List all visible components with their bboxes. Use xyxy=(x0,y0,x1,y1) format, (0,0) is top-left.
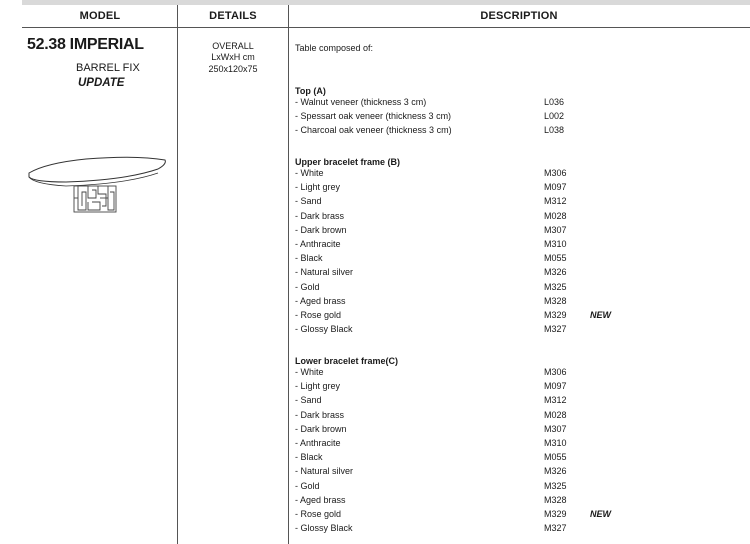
model-subtitle: BARREL FIX xyxy=(76,62,140,74)
option-code: M306 xyxy=(544,367,567,377)
option-code: M325 xyxy=(544,281,567,292)
option-name: - Natural silver xyxy=(295,267,354,278)
option-name: - Rose gold xyxy=(295,310,342,320)
option-code: M097 xyxy=(544,182,567,193)
table-header xyxy=(22,5,750,28)
option-name: - Dark brass xyxy=(295,210,345,221)
new-badge: NEW xyxy=(590,310,611,320)
option-name: - Dark brass xyxy=(295,409,345,420)
column-divider-1 xyxy=(177,5,178,544)
option-name: - Light grey xyxy=(295,182,341,193)
option-code: M310 xyxy=(544,239,567,249)
option-code: L002 xyxy=(544,111,565,122)
option-name: - Rose gold xyxy=(295,509,342,519)
option-name: - Black xyxy=(295,253,323,264)
option-code: L038 xyxy=(544,125,565,136)
option-name: - Spessart oak veneer (thickness 3 cm) xyxy=(295,111,452,122)
option-name: - Gold xyxy=(295,480,320,491)
option-name: - Natural silver xyxy=(295,466,354,477)
option-name: - Dark brown xyxy=(295,224,347,235)
option-name: - Charcoal oak veneer (thickness 3 cm) xyxy=(295,125,452,136)
option-code: M327 xyxy=(544,523,567,534)
option-name: - Black xyxy=(295,452,323,463)
option-code: M028 xyxy=(544,409,567,420)
option-name: - White xyxy=(295,367,324,377)
details-units: LxWxH cm xyxy=(211,52,255,62)
option-name: - Gold xyxy=(295,281,320,292)
option-name: - Anthracite xyxy=(295,239,341,249)
column-divider-2 xyxy=(288,5,289,544)
option-code: M326 xyxy=(544,466,567,477)
option-code: M329 xyxy=(544,509,567,519)
option-code: M329 xyxy=(544,310,567,320)
header-model: MODEL xyxy=(79,10,121,22)
table-illustration xyxy=(26,152,168,214)
description-intro: Table composed of: xyxy=(295,43,374,53)
option-code: M028 xyxy=(544,210,567,221)
option-code: M055 xyxy=(544,253,567,264)
option-code: L036 xyxy=(544,97,565,107)
option-code: M306 xyxy=(544,168,567,178)
option-code: M310 xyxy=(544,438,567,448)
section-title: Lower bracelet frame(C) xyxy=(295,356,399,366)
option-name: - Aged brass xyxy=(295,494,346,505)
option-name: - Glossy Black xyxy=(295,324,353,335)
details-overall: OVERALL xyxy=(212,41,254,51)
option-code: M307 xyxy=(544,423,567,434)
option-name: - Sand xyxy=(295,395,322,406)
section-title: Upper bracelet frame (B) xyxy=(295,157,401,167)
option-code: M327 xyxy=(544,324,567,335)
option-code: M307 xyxy=(544,224,567,235)
model-status: UPDATE xyxy=(78,77,125,89)
option-name: - White xyxy=(295,168,324,178)
option-name: - Sand xyxy=(295,196,322,207)
option-name: - Light grey xyxy=(295,381,341,392)
option-name: - Glossy Black xyxy=(295,523,353,534)
option-code: M055 xyxy=(544,452,567,463)
header-description: DESCRIPTION xyxy=(480,10,558,22)
option-code: M328 xyxy=(544,494,567,505)
option-code: M312 xyxy=(544,196,567,207)
option-code: M097 xyxy=(544,381,567,392)
new-badge: NEW xyxy=(590,509,611,519)
details-dimensions: 250x120x75 xyxy=(208,64,258,74)
option-code: M328 xyxy=(544,295,567,306)
option-name: - Dark brown xyxy=(295,423,347,434)
option-code: M312 xyxy=(544,395,567,406)
option-name: - Anthracite xyxy=(295,438,341,448)
option-code: M326 xyxy=(544,267,567,278)
option-name: - Walnut veneer (thickness 3 cm) xyxy=(295,97,427,107)
header-details: DETAILS xyxy=(209,10,257,22)
model-number: 52.38 IMPERIAL xyxy=(27,36,144,53)
option-code: M325 xyxy=(544,480,567,491)
option-name: - Aged brass xyxy=(295,295,346,306)
section-title: Top (A) xyxy=(295,86,326,96)
